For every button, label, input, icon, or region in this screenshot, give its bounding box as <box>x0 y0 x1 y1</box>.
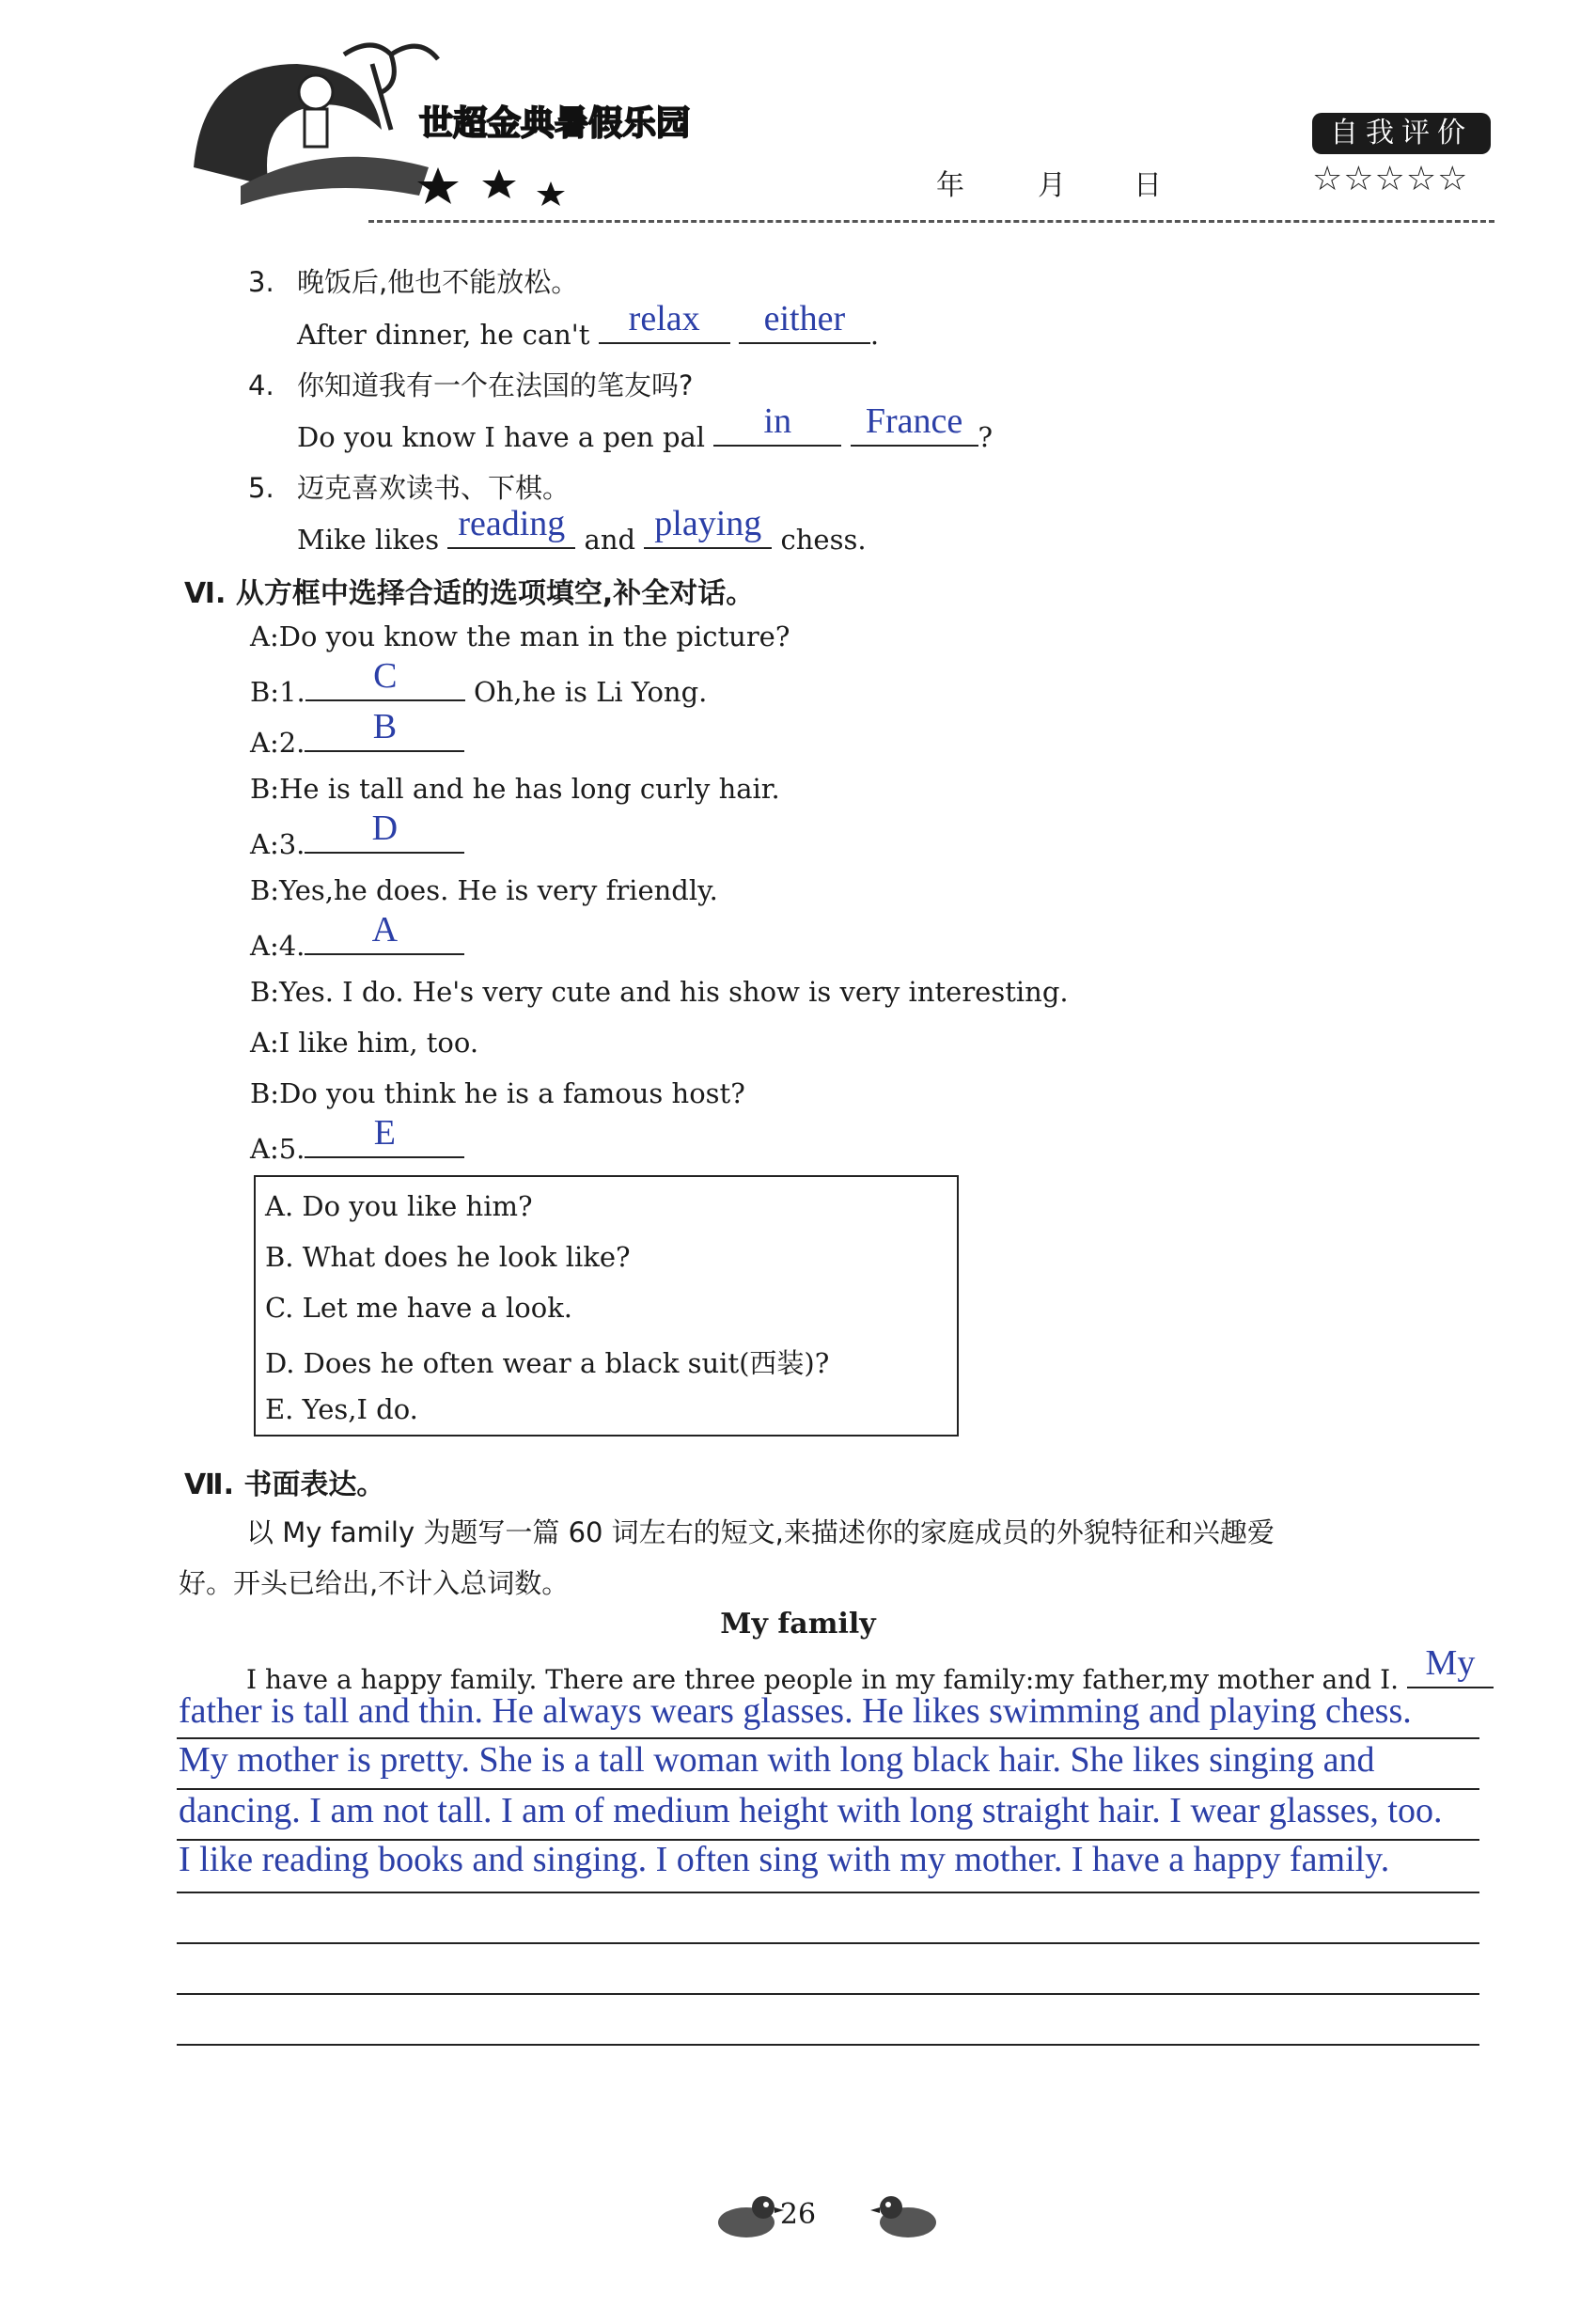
writing-instruction-line-2: 好。开头已给出,不计入总词数。 <box>179 1567 570 1599</box>
section-6-heading: Ⅵ. 从方框中选择合适的选项填空,补全对话。 <box>184 577 755 610</box>
writing-rule <box>177 1892 1479 1893</box>
dialogue-blank-5[interactable]: E <box>305 1128 464 1158</box>
item-5-chinese: 5. 迈克喜欢读书、下棋。 <box>248 472 571 504</box>
dialogue-line: A:4. A <box>250 925 464 962</box>
option-a: A. Do you like him? <box>265 1190 533 1222</box>
bird-right-icon <box>868 2190 944 2243</box>
date-day-label: 日 <box>1134 169 1162 202</box>
page-number: 26 <box>779 2198 817 2231</box>
option-c: C. Let me have a look. <box>265 1292 572 1324</box>
option-b: B. What does he look like? <box>265 1241 631 1273</box>
section-7-heading: Ⅶ. 书面表达。 <box>184 1468 385 1501</box>
item-5-english: Mike likes reading and playing chess. <box>297 504 867 556</box>
item-5-blank-1[interactable]: reading <box>447 519 575 549</box>
dialogue-line: B:Do you think he is a famous host? <box>250 1077 745 1109</box>
item-4-english: Do you know I have a pen pal in France ? <box>297 401 994 453</box>
essay-line-1[interactable]: father is tall and thin. He always wears glasses. He likes swimming and playing chess. <box>179 1691 1412 1731</box>
option-d: D. Does he often wear a black suit(西装)? <box>265 1347 830 1379</box>
essay-line-3[interactable]: dancing. I am not tall. I am of medium height with long straight hair. I wear glasses, too. <box>179 1791 1443 1830</box>
item-3-chinese: 3. 晚饭后,他也不能放松。 <box>248 266 579 298</box>
dialogue-line: A:Do you know the man in the picture? <box>250 620 790 652</box>
item-4-chinese: 4. 你知道我有一个在法国的笔友吗? <box>248 369 694 401</box>
dialogue-line: B:He is tall and he has long curly hair. <box>250 773 780 805</box>
item-3-english: After dinner, he can't relax either . <box>297 299 880 351</box>
item-4-blank-1[interactable]: in <box>713 416 841 447</box>
item-3-blank-1[interactable]: relax <box>599 314 730 344</box>
options-box <box>254 1175 959 1437</box>
self-evaluation-badge: 自我评价 <box>1312 113 1491 154</box>
banner-title: 世超金典暑假乐园 <box>419 104 691 143</box>
dialogue-line: A:2. B <box>250 722 464 759</box>
writing-instruction-line-1: 以 My family 为题写一篇 60 词左右的短文,来描述你的家庭成员的外貌特征和兴趣爱 <box>246 1516 1275 1548</box>
dialogue-line: A:I like him, too. <box>250 1027 479 1059</box>
date-year-label: 年 <box>936 169 964 202</box>
essay-title: My family <box>720 1608 876 1641</box>
essay-line-4[interactable]: I like reading books and singing. I often sing with my mother. I have a happy family. <box>179 1840 1390 1879</box>
dialogue-line: B:Yes. I do. He's very cute and his show is very interesting. <box>250 976 1069 1008</box>
dialogue-line: A:5. E <box>250 1128 464 1165</box>
rating-stars[interactable]: ☆☆☆☆☆ <box>1312 160 1469 198</box>
item-4-blank-2[interactable]: France <box>851 416 978 447</box>
essay-line-2[interactable]: My mother is pretty. She is a tall woman with long black hair. She likes singing and <box>179 1740 1375 1780</box>
header-divider <box>368 220 1494 223</box>
writing-rule <box>177 1942 1479 1944</box>
item-5-blank-2[interactable]: playing <box>644 519 772 549</box>
dialogue-line: A:3. D <box>250 824 464 860</box>
essay-first-blank[interactable]: My <box>1407 1658 1494 1688</box>
writing-rule <box>177 2044 1479 2046</box>
dialogue-blank-4[interactable]: A <box>305 925 464 955</box>
writing-rule <box>177 1993 1479 1995</box>
essay-given-start: I have a happy family. There are three people in my family:my father,my mother and I. My <box>246 1658 1494 1695</box>
option-e: E. Yes,I do. <box>265 1393 418 1425</box>
dialogue-line: B:Yes,he does. He is very friendly. <box>250 874 718 906</box>
date-month-label: 月 <box>1038 169 1066 202</box>
dialogue-blank-3[interactable]: D <box>305 824 464 854</box>
item-3-blank-2[interactable]: either <box>739 314 870 344</box>
dialogue-blank-2[interactable]: B <box>305 722 464 752</box>
dialogue-line: B:1. C Oh,he is Li Yong. <box>250 656 708 708</box>
dialogue-blank-1[interactable]: C <box>305 671 465 701</box>
header-banner-illustration <box>184 26 786 214</box>
